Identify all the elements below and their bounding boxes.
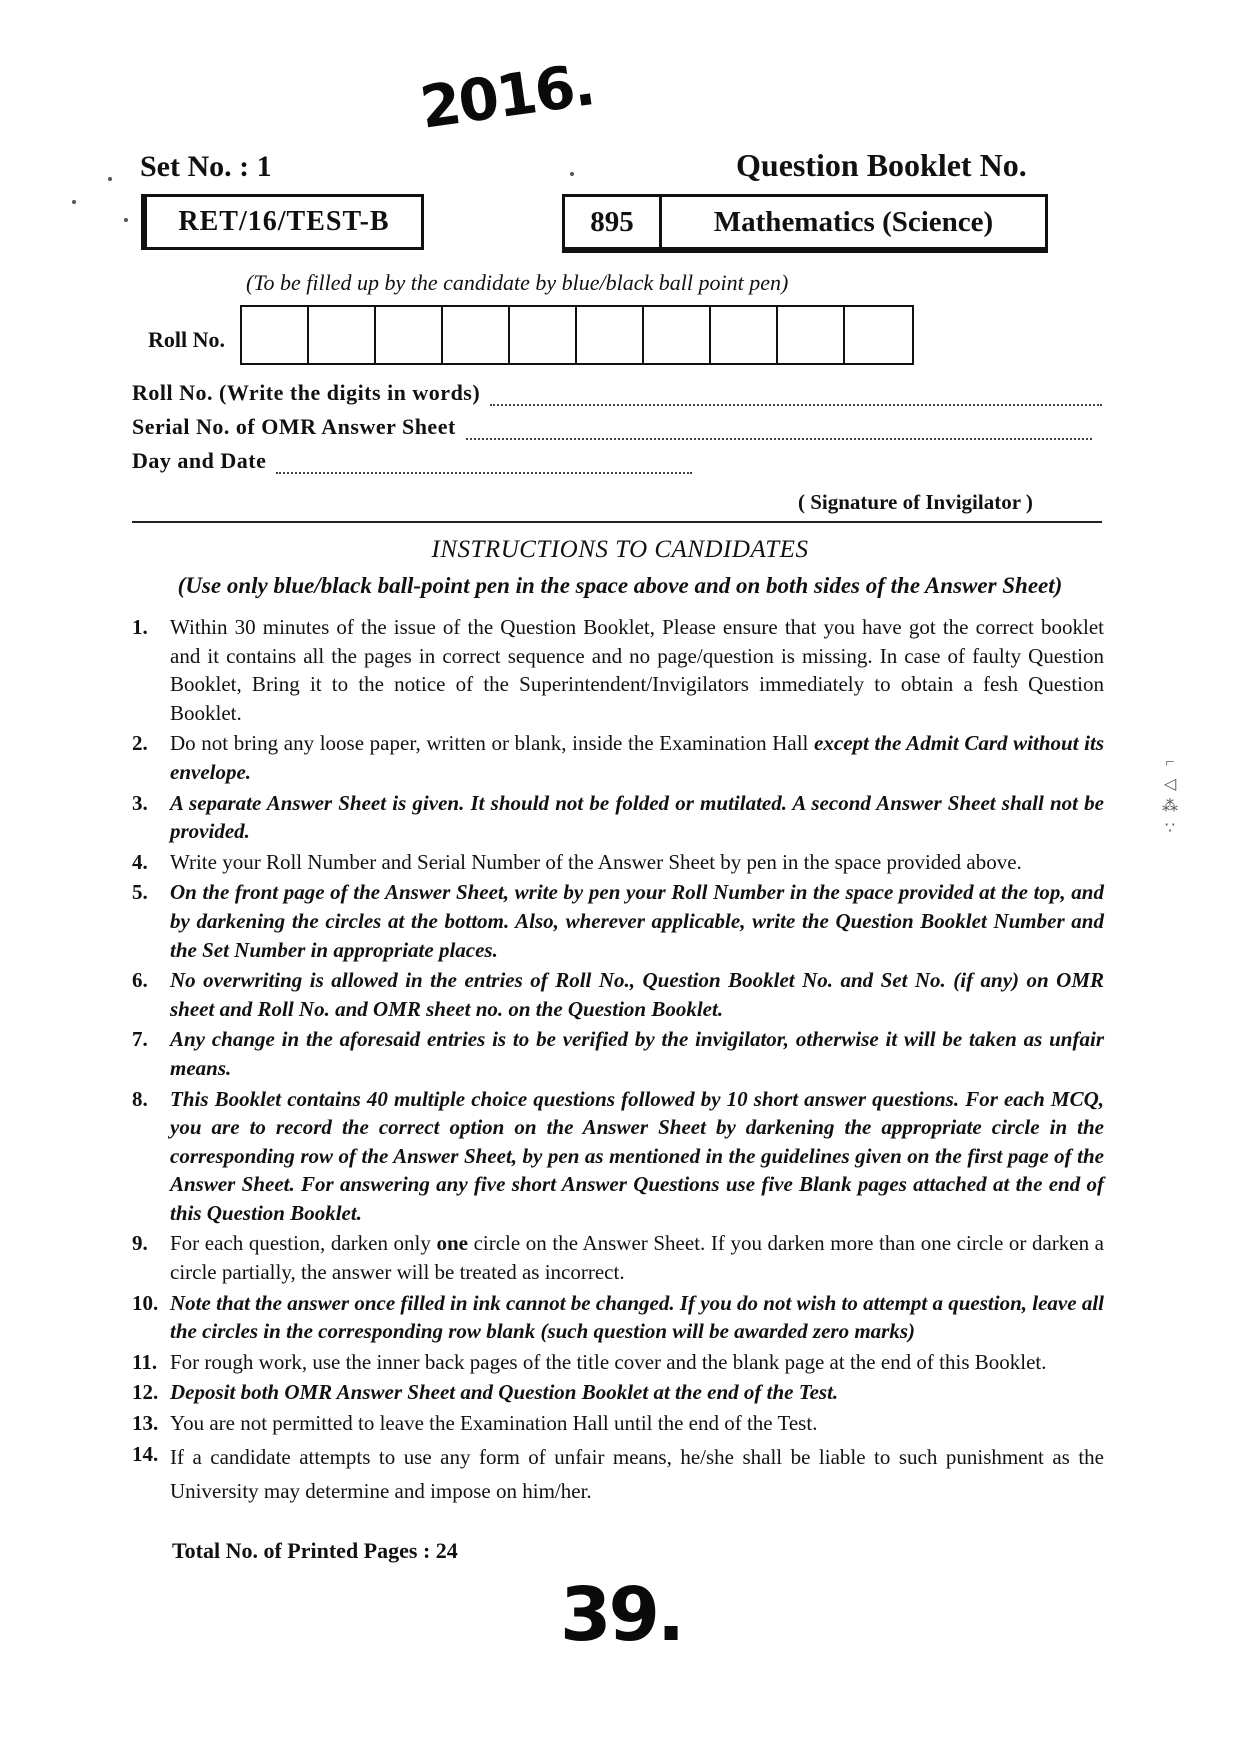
instruction-item: 2. Do not bring any loose paper, written or blank, inside the Examination Hall except the Admit Card without its envelope. [132, 731, 1105, 784]
handwritten-number-note: 39. [560, 1572, 683, 1658]
omr-serial-label: Serial No. of OMR Answer Sheet [132, 414, 456, 439]
roll-digit-box[interactable] [845, 307, 912, 363]
instruction-item: 6. No overwriting is allowed in the entries of Roll No., Question Booklet No. and Set No. (if any) on OMR sheet and Roll No. and OMR sheet no. on the Question Booklet. [132, 968, 1104, 1021]
roll-digit-box[interactable] [778, 307, 845, 363]
header-divider [132, 521, 1102, 523]
roll-words-line[interactable] [490, 388, 1102, 406]
instruction-item: 14. If a candidate attempts to use any form of unfair means, he/she shall be liable to such punishment as the University may determine and impose on him/her. [132, 1441, 1104, 1503]
roll-digit-box[interactable] [443, 307, 510, 363]
roll-digit-box[interactable] [242, 307, 309, 363]
day-date-line[interactable] [276, 456, 692, 474]
booklet-subject-box [562, 194, 1048, 250]
margin-scan-mark: ⌐ ◁ ⁂ ∵ [1162, 754, 1178, 837]
roll-number-boxes [240, 305, 914, 365]
total-printed-pages: Total No. of Printed Pages : 24 [172, 1538, 458, 1563]
roll-digit-box[interactable] [644, 307, 711, 363]
instruction-item: 8. This Booklet contains 40 multiple choice questions followed by 10 short answer questions. For each MCQ, you are to record the correct option on the Answer Sheet by darkening the appropriate circle in the corresponding row of the Answer Sheet, by pen as mentioned in the guidelines given on the first page of the Answer Sheet. For answering any five short Answer Questions use five Blank pages attached at the end of this Question Booklet. [132, 1086, 1104, 1225]
instructions-subtitle: (Use only blue/black ball-point pen in the space above and on both sides of the Answer Sheet) [177, 573, 1063, 598]
roll-digit-box[interactable] [309, 307, 376, 363]
day-date-field [132, 448, 692, 474]
fill-instruction-note: (To be filled up by the candidate by blue/black ball point pen) [246, 270, 789, 295]
roll-number-label: Roll No. [148, 327, 225, 352]
instruction-item: 7. Any change in the aforesaid entries is to be verified by the invigilator, otherwise it will be taken as unfair means. [132, 1027, 1104, 1080]
invigilator-signature-label: ( Signature of Invigilator ) [798, 490, 1033, 514]
instructions-list [132, 613, 1104, 1510]
roll-words-field [132, 380, 1102, 406]
test-code-box: RET/16/TEST-B [144, 194, 424, 250]
booklet-number: 895 [565, 197, 662, 247]
instruction-item: 4. Write your Roll Number and Serial Number of the Answer Sheet by pen in the space provided above. [132, 849, 1022, 874]
instructions-title: INSTRUCTIONS TO CANDIDATES [431, 536, 809, 563]
handwritten-year-note: 2016. [416, 50, 598, 142]
roll-digit-box[interactable] [711, 307, 778, 363]
roll-digit-box[interactable] [376, 307, 443, 363]
instruction-item: 13. You are not permitted to leave the Examination Hall until the end of the Test. [132, 1411, 818, 1436]
instruction-item: 12. Deposit both OMR Answer Sheet and Question Booklet at the end of the Test. [132, 1380, 839, 1405]
scan-speck [72, 200, 76, 204]
roll-words-label: Roll No. (Write the digits in words) [132, 380, 481, 405]
subject-name: Mathematics (Science) [713, 205, 994, 238]
question-booklet-label: Question Booklet No. [736, 147, 1027, 183]
set-number: Set No. : 1 [140, 150, 272, 183]
instruction-item: 10. Note that the answer once filled in ink cannot be changed. If you do not wish to attempt a question, leave all the circles in the corresponding row blank (such question will be awarded zero marks) [132, 1290, 1104, 1344]
scan-speck [124, 218, 128, 222]
instruction-item: 3. A separate Answer Sheet is given. It should not be folded or mutilated. A second Answer Sheet shall not be provided. [132, 790, 1104, 844]
instruction-item: 5. On the front page of the Answer Sheet, write by pen your Roll Number in the space provided at the top, and by darkening the circles at the bottom. Also, wherever applicable, write the Question Booklet Number and the Set Number in appropriate places. [132, 880, 1104, 962]
day-date-label: Day and Date [132, 448, 267, 473]
scan-speck [570, 172, 574, 176]
roll-digit-box[interactable] [577, 307, 644, 363]
instruction-item: 11. For rough work, use the inner back pages of the title cover and the blank page at the end of this Booklet. [132, 1349, 1047, 1374]
instruction-item: 1. Within 30 minutes of the issue of the Question Booklet, Please ensure that you have got the correct booklet and it contains all the pages in correct sequence and no page/question is missing. In case of faulty Question Booklet, Bring it to the notice of the Superintendent/Invigilators immediately to obtain a fesh Question Booklet. [132, 615, 1104, 725]
scan-speck [108, 177, 112, 181]
instruction-item: 9. For each question, darken only one circle on the Answer Sheet. If you darken more than one circle or darken a circle partially, the answer will be treated as incorrect. [132, 1231, 1104, 1285]
omr-serial-field [132, 414, 1092, 440]
omr-serial-line[interactable] [466, 422, 1092, 440]
roll-digit-box[interactable] [510, 307, 577, 363]
